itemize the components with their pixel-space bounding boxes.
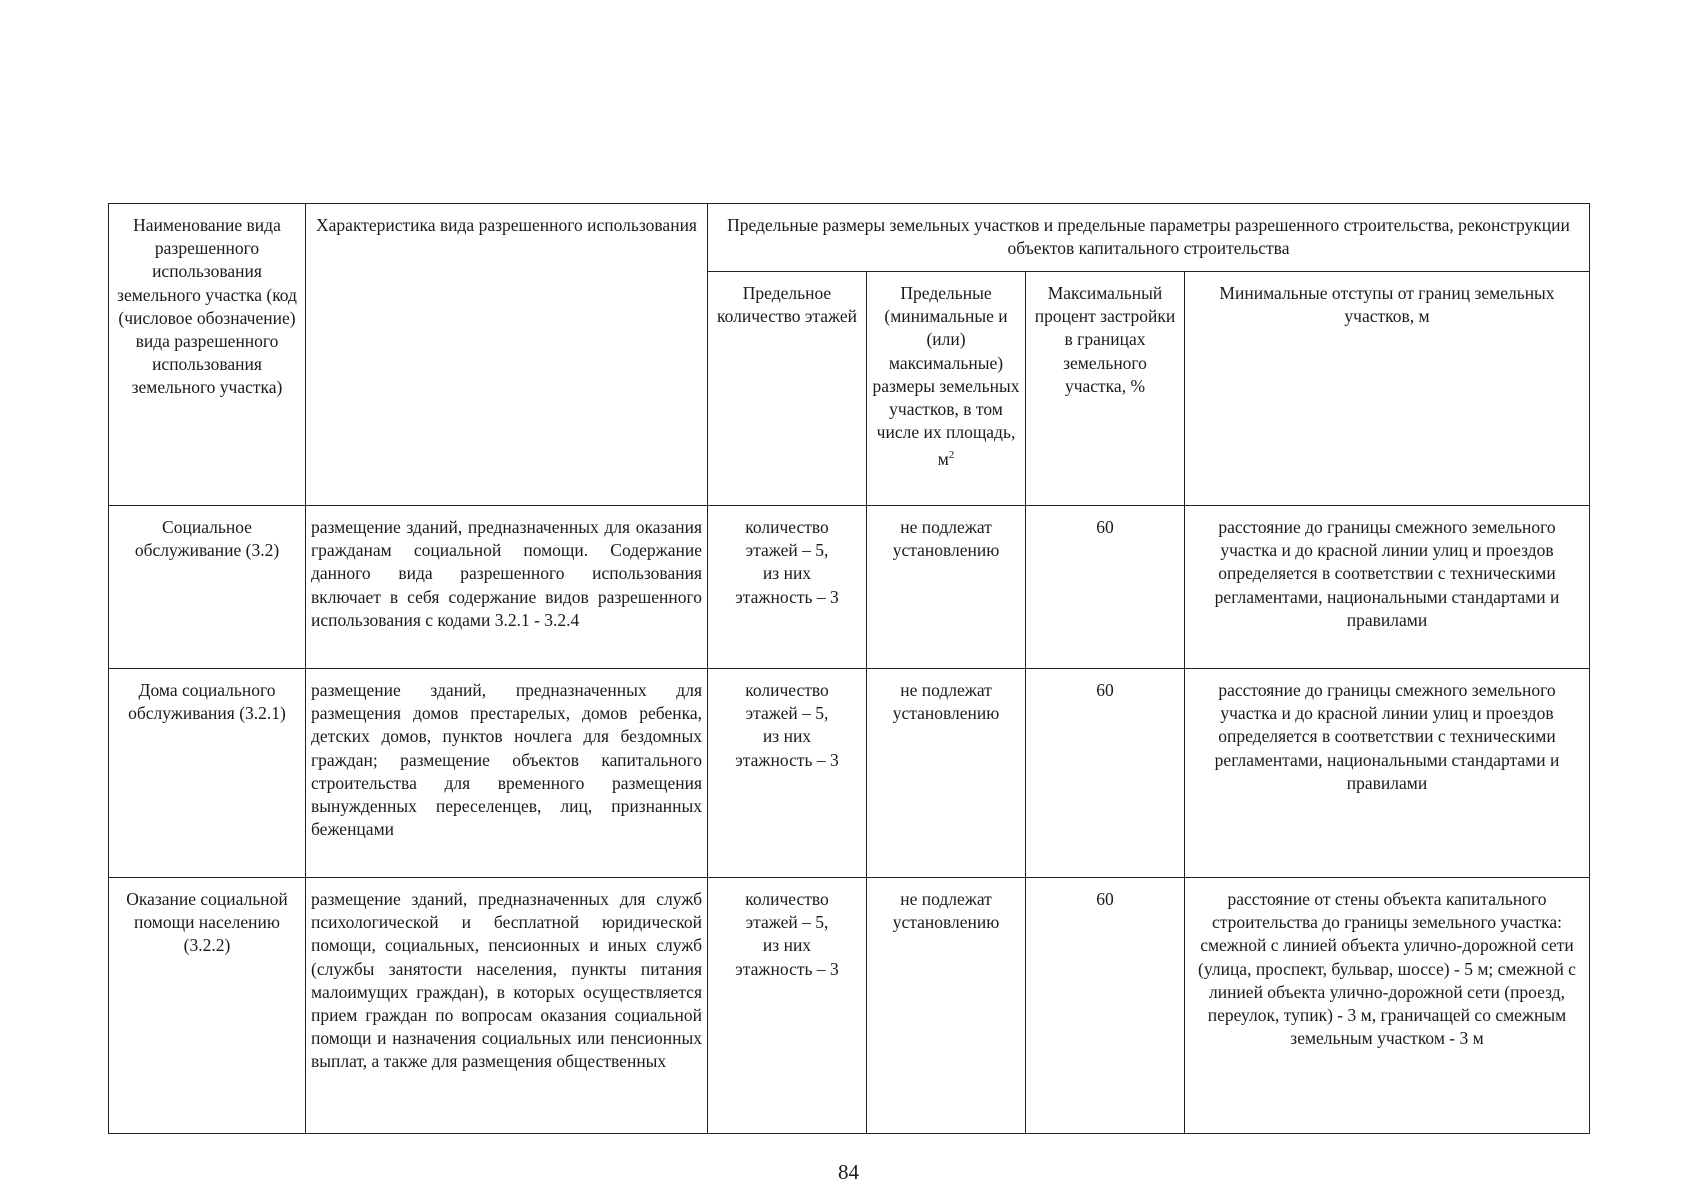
row-setback: расстояние до границы смежного земельного участка и до красной линии улиц и проездов определяется в соответствии с техническими регламентами, национальными стандартами и правилами bbox=[1185, 506, 1590, 669]
header-setback: Минимальные отступы от границ земельных участков, м bbox=[1219, 283, 1555, 327]
header-area: Предельные (минимальные и (или) максимальные) размеры земельных участков, в том числе их площадь, м bbox=[872, 283, 1020, 470]
header-floors-cell bbox=[708, 272, 867, 506]
row-floors bbox=[708, 506, 867, 669]
floors-line: этажность – 3 bbox=[735, 958, 839, 979]
header-desc: Характеристика вида разрешенного использования bbox=[316, 215, 697, 235]
floors-line: количество bbox=[745, 517, 829, 537]
table-row bbox=[109, 506, 1590, 669]
floors-line: из них bbox=[762, 726, 812, 747]
header-name: Наименование вида разрешенного использования земельного участка (код (числовое обозначение) вида разрешенного использования земельного участка) bbox=[117, 215, 297, 398]
row-area: не подлежат установлению bbox=[867, 669, 1026, 878]
floors-line: из них bbox=[762, 935, 812, 956]
page-number: 84 bbox=[838, 1160, 859, 1184]
row-description: размещение зданий, предназначенных для размещения домов престарелых, домов ребенка, детских домов, пунктов ночлега для бездомных граждан; размещение объектов капитального строительства для временного размещения вынужденных переселенцев, лиц, признанных беженцами bbox=[306, 669, 708, 878]
row-percent: 60 bbox=[1026, 669, 1185, 878]
header-area-cell bbox=[867, 272, 1026, 506]
floors-line: этажность – 3 bbox=[735, 586, 839, 607]
header-name-cell bbox=[109, 204, 306, 506]
row-name: Оказание социальной помощи населению (3.2.2) bbox=[109, 878, 306, 1134]
floors-line: количество bbox=[745, 680, 829, 700]
header-area-superscript: 2 bbox=[948, 449, 955, 462]
zoning-table bbox=[108, 203, 1590, 1134]
row-floors bbox=[708, 669, 867, 878]
header-row-1 bbox=[109, 204, 1590, 272]
row-description: размещение зданий, предназначенных для служб психологической и бесплатной юридической помощи, социальных, пенсионных и иных служб (службы занятости населения, пункты питания малоимущих граждан), в которых осуществляется прием граждан по вопросам оказания социальной помощи и назначения социальных или пенсионных выплат, а также для размещения общественных bbox=[306, 878, 708, 1134]
header-group: Предельные размеры земельных участков и предельные параметры разрешенного строительства, реконструкции объектов капитального строительства bbox=[727, 215, 1570, 259]
floors-line: из них bbox=[762, 563, 812, 584]
floors-line: этажей – 5, bbox=[745, 703, 829, 724]
row-area: не подлежат установлению bbox=[867, 878, 1026, 1134]
row-floors bbox=[708, 878, 867, 1134]
row-setback: расстояние от стены объекта капитального строительства до границы земельного участка: смежной с линией объекта улично-дорожной сети (улица, проспект, бульвар, шоссе) - 5 м; смежной с линией объекта улично-дорожной сети (проезд, переулок, тупик) - 3 м, граничащей со смежным земельным участком - 3 м bbox=[1185, 878, 1590, 1134]
header-desc-cell bbox=[306, 204, 708, 506]
header-percent: Максимальный процент застройки в границах земельного участка, % bbox=[1034, 283, 1176, 396]
row-percent: 60 bbox=[1026, 878, 1185, 1134]
floors-line: этажей – 5, bbox=[745, 912, 829, 933]
table-row bbox=[109, 669, 1590, 878]
header-setback-cell bbox=[1185, 272, 1590, 506]
row-description: размещение зданий, предназначенных для оказания гражданам социальной помощи. Содержание данного вида разрешенного использования включает в себя содержание видов разрешенного использования с кодами 3.2.1 - 3.2.4 bbox=[306, 506, 708, 669]
floors-line: количество bbox=[745, 889, 829, 909]
row-name: Социальное обслуживание (3.2) bbox=[109, 506, 306, 669]
row-name: Дома социального обслуживания (3.2.1) bbox=[109, 669, 306, 878]
header-floors: Предельное количество этажей bbox=[716, 283, 858, 327]
row-setback: расстояние до границы смежного земельного участка и до красной линии улиц и проездов определяется в соответствии с техническими регламентами, национальными стандартами и правилами bbox=[1185, 669, 1590, 878]
floors-line: этажей – 5, bbox=[745, 540, 829, 561]
header-group-cell bbox=[708, 204, 1590, 272]
header-percent-cell bbox=[1026, 272, 1185, 506]
row-percent: 60 bbox=[1026, 506, 1185, 669]
table-row bbox=[109, 878, 1590, 1134]
floors-line: этажность – 3 bbox=[735, 749, 839, 770]
row-area: не подлежат установлению bbox=[867, 506, 1026, 669]
